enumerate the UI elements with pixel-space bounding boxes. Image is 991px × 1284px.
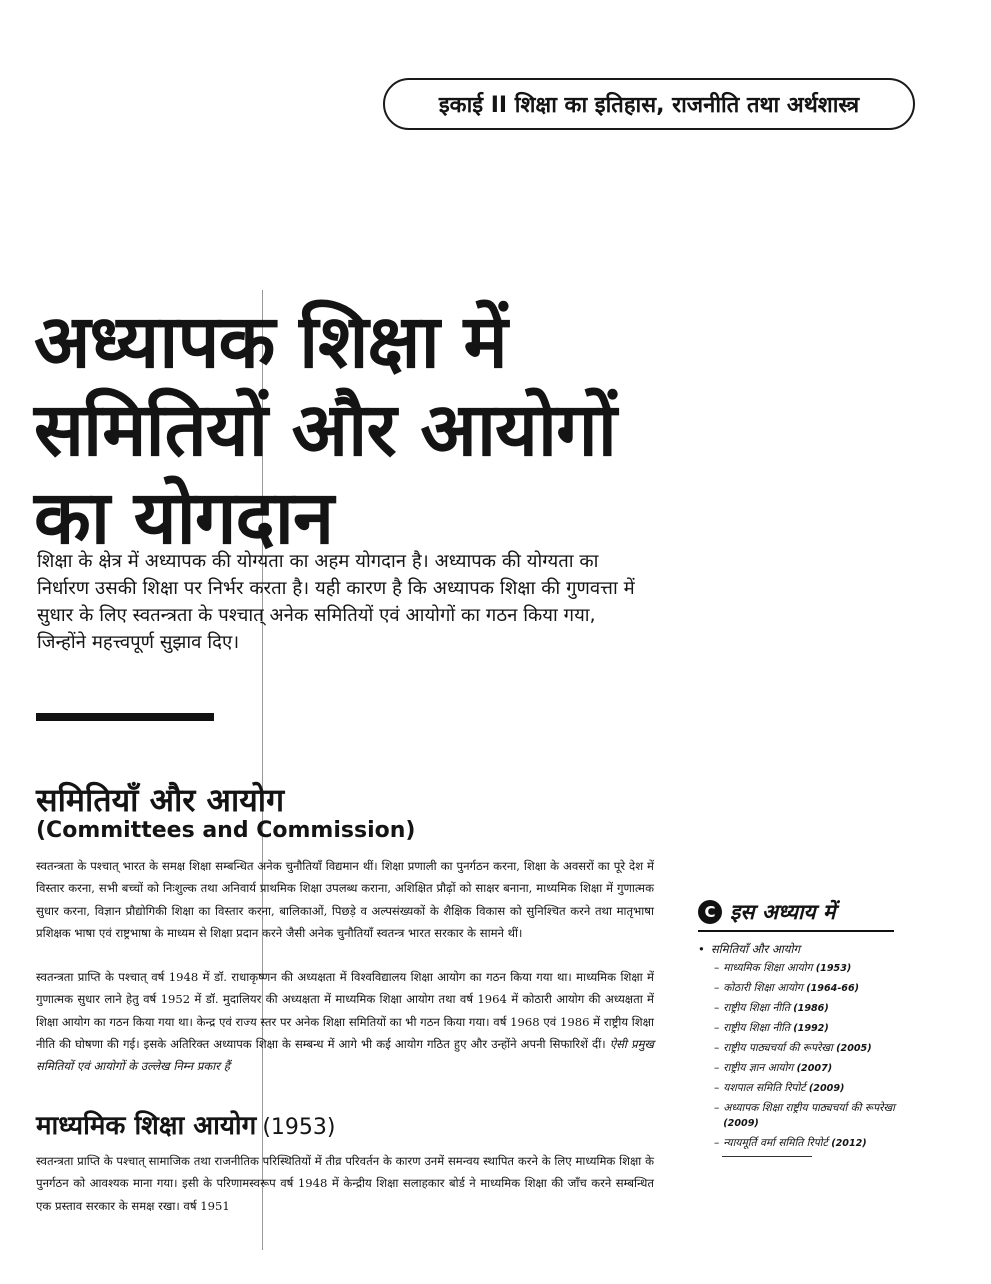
sidebar-item [714, 961, 918, 976]
chapter-title-line-2: समितियों और आयोगों [34, 387, 616, 473]
sidebar-item [714, 1041, 918, 1056]
sidebar-item [714, 1061, 918, 1076]
section-paragraph-1: स्वतन्त्रता के पश्चात् भारत के समक्ष शिक्षा सम्बन्धित अनेक चुनौतियाँ विद्यमान थीं। शिक्षा प्रणाली का पुनर्गठन करना, शिक्षा के अवसरों का पूरे देश में विस्तार करना, सभी बच्चों को निःशुल्क तथा अनिवार्य प्राथमिक शिक्षा उपलब्ध कराना, अशिक्षित प्रौढ़ों को साक्षर बनाना, माध्यमिक शिक्षा में गुणात्मक सुधार करना, विज्ञान प्रौद्योगिकी शिक्षा का विस्तार करना, बालिकाओं, पिछड़े व अल्पसंख्यकों के शैक्षिक विकास को सुनिश्चित करने तथा मातृभाषा प्रशिक्षक भाषा एवं राष्ट्रभाषा के माध्यम से शिक्षा प्रदान करने जैसी अनेक चुनौतियाँ स्वतन्त्र भारत सरकार के सामने थीं। [36, 859, 654, 940]
section-heading-hindi: समितियाँ और आयोग [36, 781, 285, 819]
chapter-intro: शिक्षा के क्षेत्र में अध्यापक की योग्यता का अहम योगदान है। अध्यापक की योग्यता का निर्धारण उसकी शिक्षा पर निर्भर करता है। यही कारण है कि अध्यापक शिक्षा की गुणवत्ता में सुधार के लिए स्वतन्त्रता के पश्चात् अनेक समितियों एवं आयोगों का गठन किया गया, जिन्होंने महत्त्वपूर्ण सुझाव दिए। [37, 551, 635, 653]
sidebar-item-list [714, 961, 918, 1151]
sidebar-title: इस अध्याय में [730, 900, 836, 924]
sidebar-item-year: (1964-66) [806, 983, 860, 994]
sidebar-item-label: कोठारी शिक्षा आयोग [723, 982, 803, 994]
dash-icon: – [714, 1102, 720, 1114]
subsection-heading [36, 1106, 335, 1142]
subsection-heading-year: (1953) [262, 1115, 336, 1140]
sidebar-item-label: अध्यापक शिक्षा राष्ट्रीय पाठ्यचर्या की रूपरेखा [723, 1102, 895, 1114]
sidebar-header [698, 898, 894, 932]
dash-icon: – [714, 1042, 720, 1054]
section-paragraph-2-italic: ऐसी प्रमुख समितियों एवं आयोगों के उल्लेख निम्न प्रकार हैं [36, 1036, 655, 1074]
sidebar-item-year: (2005) [836, 1043, 872, 1054]
sidebar-item [714, 1001, 918, 1016]
subsection-paragraph: स्वतन्त्रता प्राप्ति के पश्चात् सामाजिक तथा राजनीतिक परिस्थितियों में तीव्र परिवर्तन के कारण उनमें समन्वय स्थापित करने के लिए माध्यमिक शिक्षा के पुनर्गठन को आवश्यक माना गया। इसी के परिणामस्वरूप वर्ष 1948 में केन्द्रीय शिक्षा सलाहकार बोर्ड ने माध्यमिक शिक्षा की जाँच करने सम्बन्धित एक प्रस्ताव सरकार के समक्ष रखा। वर्ष 1951 [36, 1154, 654, 1213]
section-divider-bar [36, 713, 214, 721]
chapter-title-line-3: का योगदान [34, 475, 334, 561]
dash-icon: – [714, 982, 720, 994]
sidebar-item [714, 1081, 918, 1096]
dash-icon: – [714, 962, 720, 974]
dash-icon: – [714, 1022, 720, 1034]
chapter-title [34, 298, 674, 562]
sidebar-item-year: (2009) [808, 1083, 845, 1094]
sidebar-item-year: (2009) [723, 1118, 759, 1129]
section-paragraph-2-text: स्वतन्त्रता प्राप्ति के पश्चात् वर्ष 1948 में डॉ. राधाकृष्णन की अध्यक्षता में विश्वविद्यालय शिक्षा आयोग का गठन किया गया था। माध्यमिक शिक्षा में गुणात्मक सुधार लाने हेतु वर्ष 1952 में डॉ. मुदालियर की अध्यक्षता में माध्यमिक शिक्षा आयोग तथा वर्ष 1964 में कोठारी आयोग की अध्यक्षता में शिक्षा आयोग का गठन किया गया था। केन्द्र एवं राज्य स्तर पर अनेक शिक्षा समितियों का भी गठन किया गया। वर्ष 1968 एवं 1986 में राष्ट्रीय शिक्षा नीति की घोषणा की गई। इसके अतिरिक्त अध्यापक शिक्षा के सम्बन्ध में आगे भी कई आयोग गठित हुए और उन्होंने अपनी सिफारिशें दीं। [36, 970, 654, 1051]
unit-header-banner [383, 78, 915, 130]
sidebar-item-label: राष्ट्रीय शिक्षा नीति [723, 1002, 790, 1014]
sidebar-item-year: (2007) [796, 1063, 833, 1074]
chapter-title-line-1: अध्यापक शिक्षा में [34, 299, 507, 385]
section-heading-english: (Committees and Commission) [36, 818, 416, 843]
sidebar-item [714, 1101, 918, 1131]
sidebar-main-item-label: समितियाँ और आयोग [710, 942, 801, 956]
dash-icon: – [714, 1062, 720, 1074]
sidebar-item [714, 1136, 918, 1151]
sidebar-item-label: यशपाल समिति रिपोर्ट [723, 1082, 806, 1094]
sidebar-item-label: राष्ट्रीय पाठ्यचर्या की रूपरेखा [723, 1042, 833, 1054]
chapter-contents-sidebar [698, 898, 918, 1157]
dash-icon: – [714, 1082, 720, 1094]
sidebar-item-label: न्यायमूर्ति वर्मा समिति रिपोर्ट [723, 1137, 828, 1149]
sidebar-item-label: माध्यमिक शिक्षा आयोग [723, 962, 813, 974]
chapter-logo-icon: C [698, 900, 722, 924]
sidebar-bottom-rule [722, 1156, 812, 1157]
subsection-heading-text: माध्यमिक शिक्षा आयोग [36, 1111, 257, 1141]
sidebar-item [714, 1021, 918, 1036]
sidebar-item-label: राष्ट्रीय शिक्षा नीति [723, 1022, 790, 1034]
dash-icon: – [714, 1137, 720, 1149]
sidebar-item [714, 981, 918, 996]
sidebar-item-year: (1953) [815, 963, 852, 974]
sidebar-item-year: (1992) [793, 1023, 829, 1034]
bullet-icon: • [698, 942, 705, 956]
sidebar-item-year: (2012) [831, 1138, 867, 1149]
unit-header-text: इकाई II शिक्षा का इतिहास, राजनीति तथा अर्थशास्त्र [438, 93, 860, 118]
sidebar-item-year: (1986) [793, 1003, 829, 1014]
section-paragraph-2 [36, 966, 654, 1077]
dash-icon: – [714, 1002, 720, 1014]
sidebar-main-item [698, 942, 918, 957]
sidebar-item-label: राष्ट्रीय ज्ञान आयोग [723, 1062, 794, 1074]
